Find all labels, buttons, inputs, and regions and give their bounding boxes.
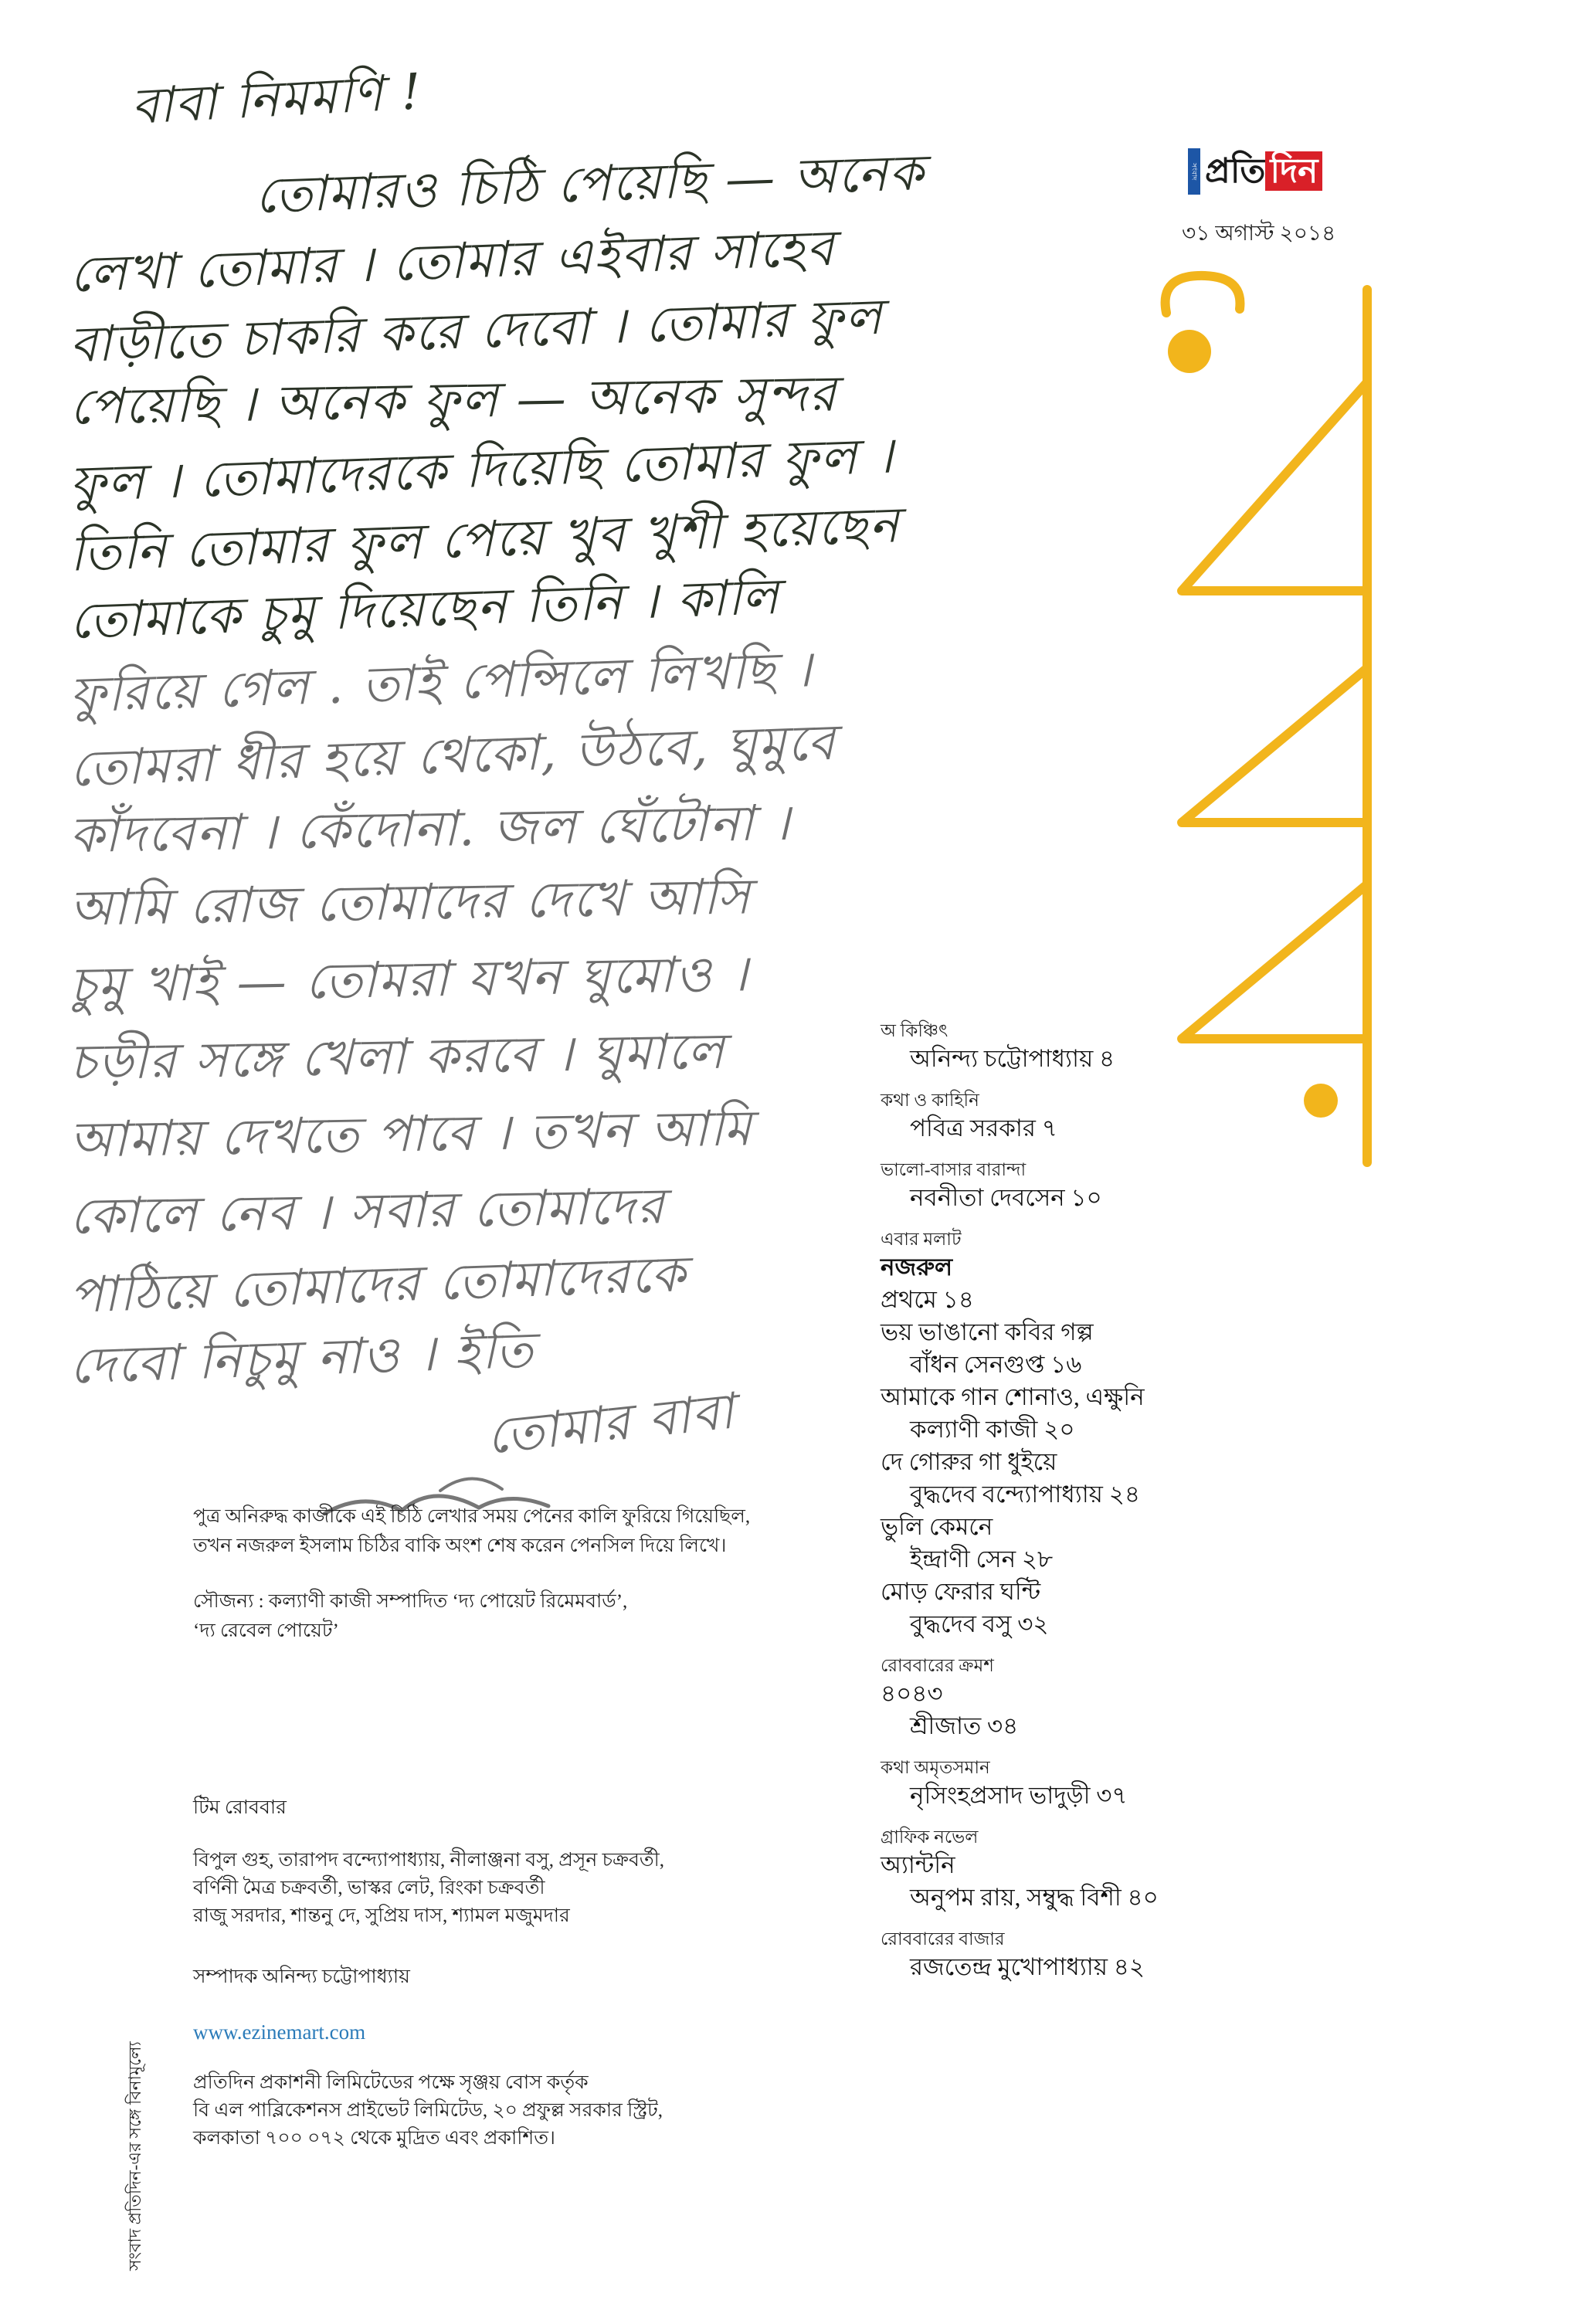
letter-line: পাঠিয়ে তোমাদের তোমাদেরকে [68, 1246, 688, 1325]
publisher-info [193, 2069, 834, 2153]
toc-section [881, 1020, 1313, 1075]
toc-section-title: অ কিঞ্চিৎ [881, 1021, 948, 1040]
letter-line: দেবো নিচুমু নাও । ইতি [68, 1321, 535, 1396]
toc-author-page: অনুপম রায়, সম্বুদ্ধ বিশী ৪০ [910, 1884, 1159, 1911]
courtesy-line: ‘দ্য রেবেল পোয়েট’ [193, 1620, 339, 1641]
toc-author-page: শ্রীজাত ৩৪ [910, 1712, 1019, 1739]
letter-line: ফুল । তোমাদেরকে দিয়েছি তোমার ফুল । [68, 427, 896, 514]
toc-section-title: কথা অমৃতসমান [881, 1758, 990, 1777]
toc-author-page: অনিন্দ্য চট্টোপাধ্যায় ৪ [910, 1045, 1115, 1072]
team-members-line: রাজু সরদার, শান্তনু দে, সুপ্রিয় দাস, শ্যামল মজুমদার [193, 1905, 570, 1926]
table-of-contents [881, 1020, 1313, 1997]
toc-section [881, 1756, 1313, 1812]
side-credit: সংবাদ প্রতিদিন-এর সঙ্গে বিনামূল্যে [125, 2041, 144, 2271]
toc-author-page: নৃসিংহপ্রসাদ ভাদুড়ী ৩৭ [910, 1782, 1128, 1809]
team-credits [193, 1792, 834, 2153]
letter-line: আমায় দেখতে পাবে । তখন আমি [69, 1100, 753, 1169]
publisher-line: প্রতিদিন প্রকাশনী লিমিটেডের পক্ষে সৃঞ্জয় বোস কর্তৃক [193, 2072, 589, 2093]
toc-author-page: রজতেন্দ্র মুখোপাধ্যায় ৪২ [910, 1953, 1145, 1980]
toc-article-title: নজরুল [881, 1254, 953, 1281]
team-members [193, 1847, 834, 1930]
toc-section-title: এবার মলাট [881, 1230, 962, 1249]
toc-article-title: আমাকে গান শোনাও, এক্ষুনি [881, 1383, 1145, 1410]
issue-date: ৩১ অগাস্ট ২০১৪ [1182, 222, 1336, 246]
publisher-line: কলকাতা ৭০০ ০৭২ থেকে মুদ্রিত এবং প্রকাশিত। [193, 2128, 555, 2149]
courtesy-note [193, 1587, 834, 1646]
toc-author-page: ইন্দ্রাণী সেন ২৮ [910, 1545, 1054, 1573]
letter-line: পেয়েছি । অনেক ফুল — অনেক সুন্দর [69, 365, 838, 436]
logo-text-accent: দিন [1265, 151, 1322, 191]
letter-line: ফুরিয়ে গেল . তাই পেন্সিলে লিখছি । [68, 641, 814, 724]
toc-article-title: অ্যান্টনি [881, 1851, 955, 1878]
pratidin-logo [1188, 148, 1322, 195]
letter-line: বাড়ীতে চাকরি করে দেবো । তোমার ফুল [68, 288, 884, 375]
toc-article-title: প্রথমে ১৪ [881, 1286, 974, 1313]
website-link[interactable]: www.ezinemart.com [193, 2020, 366, 2044]
team-title: টিম রোববার [193, 1797, 287, 1818]
toc-section-title: রোববারের ক্রমশ [881, 1656, 994, 1675]
toc-article-title: ভয় ভাঙানো কবির গল্প [881, 1318, 1094, 1345]
letter-caption [193, 1502, 834, 1561]
toc-article-title: ভুলি কেমনে [881, 1513, 993, 1540]
letter-line: তোমাকে চুমু দিয়েছেন তিনি । কালি [68, 568, 781, 651]
toc-author-page: বাঁধন সেনগুপ্ত ১৬ [910, 1351, 1082, 1378]
toc-author-page: বুদ্ধদেব বসু ৩২ [910, 1610, 1049, 1637]
toc-section [881, 1089, 1313, 1145]
toc-section-title: কথা ও কাহিনি [881, 1091, 979, 1110]
toc-section [881, 1654, 1313, 1742]
toc-article-title: ৪০৪৩ [881, 1680, 943, 1707]
letter-line: চুমু খাই — তোমরা যখন ঘুমোও । [69, 945, 750, 1015]
letter-line: তোমারও চিঠি পেয়েছি — অনেক [253, 144, 926, 226]
caption-line: তখন নজরুল ইসলাম চিঠির বাকি অংশ শেষ করেন পেনসিল দিয়ে লিখে। [193, 1535, 727, 1556]
team-members-line: বিপুল গুহ, তারাপদ বন্দ্যোপাধ্যায়, নীলাঞ্জনা বসু, প্রসূন চক্রবর্তী, [193, 1850, 665, 1871]
logo-tag: সংবাদ [1188, 148, 1200, 195]
logo-text-main: প্রতি [1205, 151, 1266, 191]
publisher-line: বি এল পাব্লিকেশনস প্রাইভেট লিমিটেড, ২০ প্রফুল্ল সরকার স্ট্রিট, [193, 2100, 663, 2121]
toc-section-title: ভালো-বাসার বারান্দা [881, 1160, 1027, 1179]
team-members-line: বর্ণিনী মৈত্র চক্রবর্তী, ভাস্কর লেট, রিংকা চক্রবর্তী [193, 1878, 545, 1898]
letter-line: তিনি তোমার ফুল পেয়ে খুব খুশী হয়েছেন [68, 497, 901, 583]
toc-section-title: গ্রাফিক নভেল [881, 1827, 979, 1847]
courtesy-line: সৌজন্য : কল্যাণী কাজী সম্পাদিত ‘দ্য পোয়েট রিমেমবার্ড’, [193, 1591, 628, 1612]
toc-author-page: পবিত্র সরকার ৭ [910, 1115, 1057, 1142]
toc-section-title: রোববারের বাজার [881, 1929, 1005, 1949]
toc-section [881, 1228, 1313, 1640]
letter-line: তোমার বাবা [484, 1383, 738, 1466]
logo-text [1200, 148, 1322, 195]
editor-credit: সম্পাদক অনিন্দ্য চট্টোপাধ্যায় [193, 1966, 410, 1987]
caption-line: পুত্র অনিরুদ্ধ কাজীকে এই চিঠি লেখার সময় পেনের কালি ফুরিয়ে গিয়েছিল, [193, 1506, 751, 1527]
toc-section [881, 1928, 1313, 1983]
toc-author-page: নবনীতা দেবসেন ১০ [910, 1184, 1102, 1211]
letter-line: চড়ীর সঙ্গে খেলা করবে । ঘুমালে [69, 1023, 726, 1092]
toc-section [881, 1159, 1313, 1214]
letter-line: তোমরা ধীর হয়ে থেকো, উঠবে, ঘুমুবে [68, 714, 837, 799]
toc-section [881, 1826, 1313, 1914]
letter-line: আমি রোজ তোমাদের দেখে আসি [69, 868, 752, 938]
toc-article-title: দে গোরুর গা ধুইয়ে [881, 1448, 1057, 1475]
toc-article-title: মোড় ফেরার ঘন্টি [881, 1578, 1041, 1605]
toc-author-page: কল্যাণী কাজী ২০ [910, 1416, 1075, 1443]
letter-line: কোলে নেব । সবার তোমাদের [69, 1178, 667, 1246]
letter-line: কাঁদবেনা । কেঁদোনা. জল ঘেঁটোনা । [69, 794, 792, 865]
letter-line: লেখা তোমার । তোমার এইবার সাহেব [68, 219, 837, 304]
toc-author-page: বুদ্ধদেব বন্দ্যোপাধ্যায় ২৪ [910, 1481, 1140, 1508]
letter-line: বাবা নিমমণি ! [130, 63, 424, 136]
